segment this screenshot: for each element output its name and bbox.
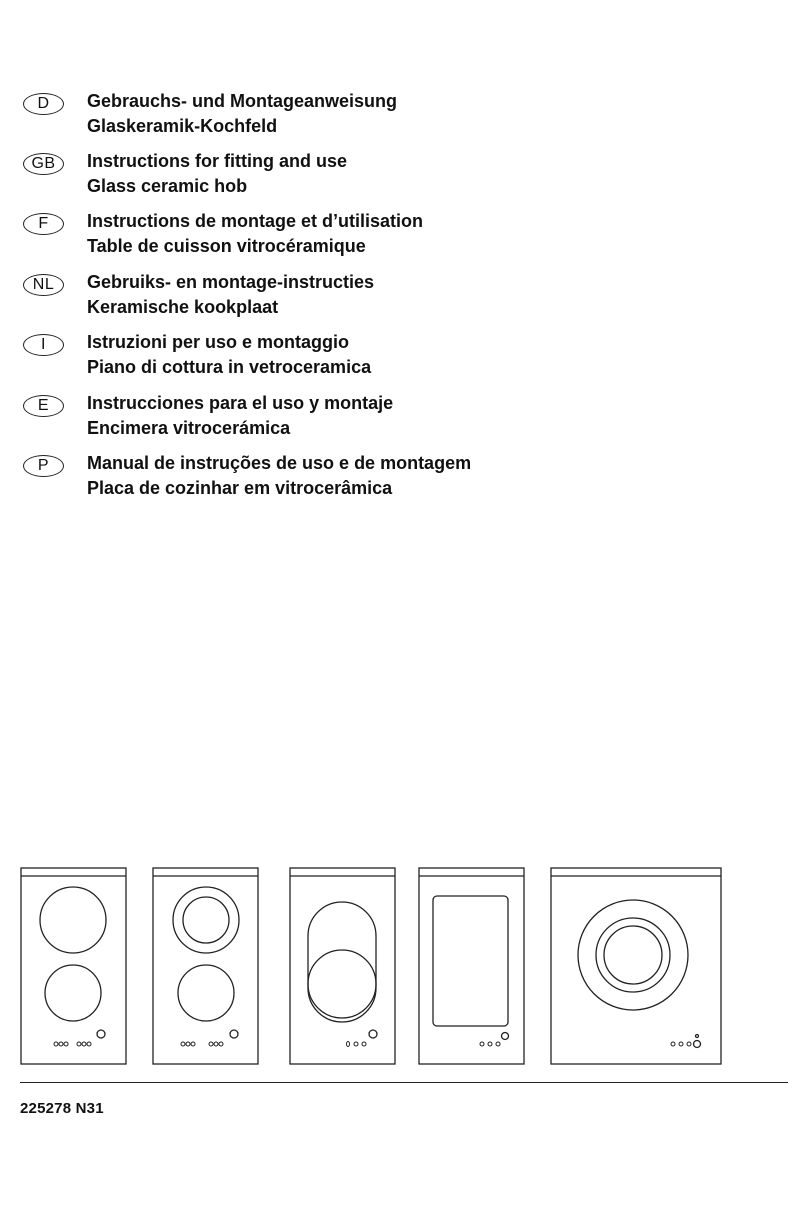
language-code-badge: NL (23, 274, 64, 296)
language-code-badge: I (23, 334, 64, 356)
language-code-badge: E (23, 395, 64, 417)
language-title: Gebruiks- en montage-instructies (87, 272, 375, 292)
document-number: 225278 N31 (20, 1100, 104, 1117)
language-code-badge: P (23, 455, 64, 477)
language-block-p (20, 451, 780, 505)
language-title: Instructions for fitting and use (87, 151, 347, 171)
language-title: Gebrauchs- und Montageanweisung (87, 91, 398, 111)
hob-models-illustration (0, 860, 808, 1070)
language-subtitle: Placa de cozinhar em vitrocerâmica (87, 478, 393, 498)
language-title: Manual de instruções de uso e de montagem (87, 453, 472, 473)
language-title: Instructions de montage et d’utilisation (87, 211, 424, 231)
language-title: Istruzioni per uso e montaggio (87, 332, 350, 352)
language-code-badge: D (23, 93, 64, 115)
language-block-gb (20, 149, 780, 203)
wok-hob-icon (551, 868, 721, 1064)
teppanyaki-plate-hob-icon (419, 868, 524, 1064)
language-code-badge: GB (23, 153, 64, 175)
language-block-f (20, 209, 780, 263)
language-subtitle: Glaskeramik-Kochfeld (87, 116, 278, 136)
language-subtitle: Keramische kookplaat (87, 297, 279, 317)
language-block-nl (20, 270, 780, 324)
language-subtitle: Table de cuisson vitrocéramique (87, 236, 366, 256)
language-subtitle: Piano di cottura in vetroceramica (87, 357, 372, 377)
language-block-i (20, 330, 780, 384)
two-zone-dual-ring-hob-icon (153, 868, 258, 1064)
language-subtitle: Encimera vitrocerámica (87, 418, 291, 438)
language-block-d (20, 89, 780, 143)
language-code-badge: F (23, 213, 64, 235)
language-block-e (20, 391, 780, 445)
two-zone-hob-icon (21, 868, 126, 1064)
oval-zone-hob-icon (290, 868, 395, 1064)
language-title: Instrucciones para el uso y montaje (87, 393, 394, 413)
language-subtitle: Glass ceramic hob (87, 176, 248, 196)
footer-divider (20, 1082, 788, 1083)
